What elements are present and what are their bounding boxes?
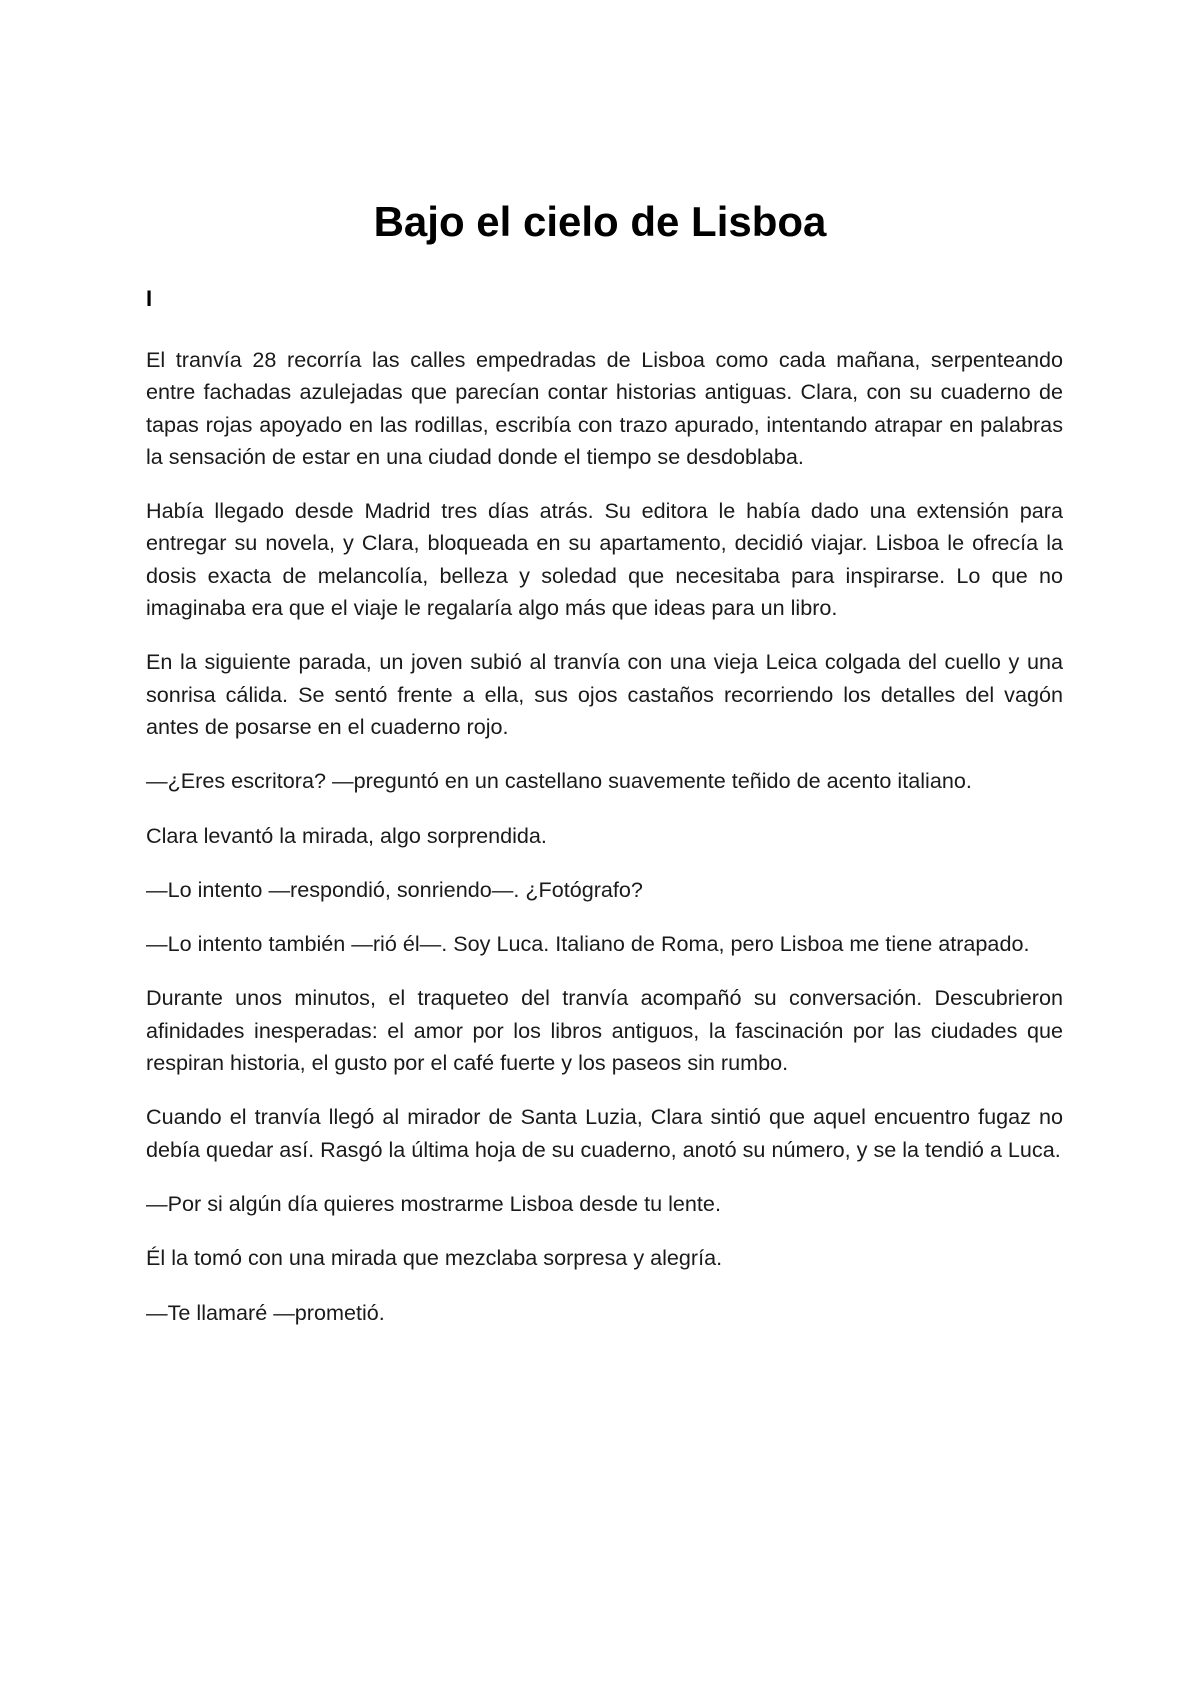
paragraph: Clara levantó la mirada, algo sorprendida.: [146, 822, 547, 848]
paragraph: Había llegado desde Madrid tres días atrás. Su editora le había dado una extensión para entregar su novela, y Clara, bloqueada en su apartamento, decidió viajar. Lisboa le ofrecía la dosis exacta de melancolía, belleza y soledad que necesitaba para inspirarse. Lo que no imaginaba era que el viaje le regalaría algo más que ideas para un libro.: [146, 498, 1063, 621]
paragraph: Durante unos minutos, el traqueteo del tranvía acompañó su conversación. Descubrieron afinidades inesperadas: el amor por los libros antiguos, la fascinación por las ciudades que respiran historia, el gusto por el café fuerte y los paseos sin rumbo.: [146, 985, 1063, 1076]
paragraph: —Lo intento —respondió, sonriendo—. ¿Fotógrafo?: [146, 876, 643, 902]
paragraph: —Lo intento también —rió él—. Soy Luca. Italiano de Roma, pero Lisboa me tiene atrapado.: [146, 931, 1030, 957]
paragraph: En la siguiente parada, un joven subió al tranvía con una vieja Leica colgada del cuello y una sonrisa cálida. Se sentó frente a ella, sus ojos castaños recorriendo los detalles del vagón antes de posarse en el cuaderno rojo.: [146, 649, 1063, 739]
paragraph: Él la tomó con una mirada que mezclaba sorpresa y alegría.: [146, 1245, 723, 1271]
document-body: [146, 344, 1063, 1351]
paragraph: El tranvía 28 recorría las calles empedradas de Lisboa como cada mañana, serpenteando entre fachadas azulejadas que parecían contar historias antiguas. Clara, con su cuaderno de tapas rojas apoyado en las rodillas, escribía con trazo apurado, intentando atrapar en palabras la sensación de estar en una ciudad donde el tiempo se desdoblaba.: [146, 347, 1063, 469]
chapter-heading: I: [146, 286, 153, 311]
paragraph: —¿Eres escritora? —preguntó en un castellano suavemente teñido de acento italiano.: [146, 768, 972, 794]
paragraph: Cuando el tranvía llegó al mirador de Santa Luzia, Clara sintió que aquel encuentro fugaz no debía quedar así. Rasgó la última hoja de su cuaderno, anotó su número, y se la tendió a Luca.: [146, 1104, 1063, 1162]
paragraph: —Por si algún día quieres mostrarme Lisboa desde tu lente.: [146, 1190, 721, 1216]
document-title: Bajo el cielo de Lisboa: [373, 198, 827, 245]
paragraph: —Te llamaré —prometió.: [146, 1299, 385, 1325]
